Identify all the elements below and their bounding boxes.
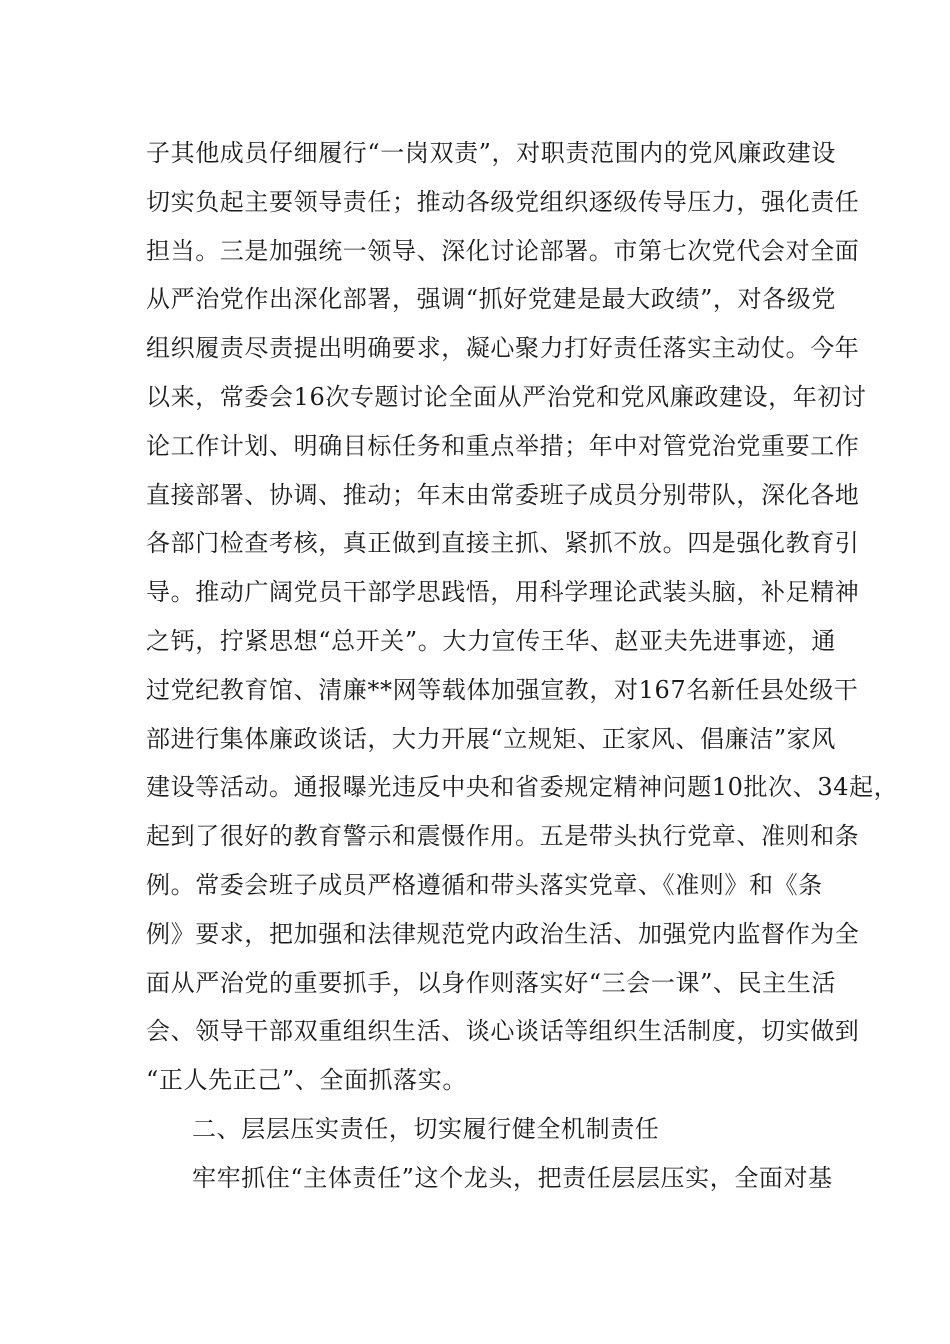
paragraph-line: 导。推动广阔党员干部学思践悟，用科学理论武装头脑，补足精神 [146, 578, 860, 607]
paragraph-line: 牢牢抓住“主体责任”这个龙头，把责任层层压实，全面对基 [192, 1163, 833, 1192]
paragraph-line: “正人先正己”、全面抓落实。 [146, 1066, 467, 1095]
paragraph-line: 过党纪教育馆、清廉**网等载体加强宣教，对167名新任县处级干 [146, 675, 859, 704]
section-heading: 二、层层压实责任，切实履行健全机制责任 [192, 1114, 660, 1143]
paragraph-line: 论工作计划、明确目标任务和重点举措；年中对管党治党重要工作 [146, 431, 860, 460]
paragraph-line: 会、领导干部双重组织生活、谈心谈话等组织生活制度，切实做到 [146, 1017, 860, 1046]
paragraph-line: 切实负起主要领导责任；推动各级党组织逐级传导压力，强化责任 [146, 187, 860, 216]
paragraph-line: 例。常委会班子成员严格遵循和带头落实党章、《准则》和《条 [146, 870, 823, 899]
paragraph-line: 各部门检查考核，真正做到直接主抓、紧抓不放。四是强化教育引 [146, 529, 860, 558]
paragraph-line: 从严治党作出深化部署，强调“抓好党建是最大政绩”，对各级党 [146, 285, 836, 314]
paragraph-line: 之钙，拧紧思想“总开关”。大力宣传王华、赵亚夫先进事迹，通 [146, 626, 836, 655]
paragraph-line: 子其他成员仔细履行“一岗双责”，对职责范围内的党风廉政建设 [146, 139, 836, 167]
paragraph-line: 建设等活动。通报曝光违反中央和省委规定精神问题10批次、34起， [146, 773, 899, 802]
paragraph-line: 面从严治党的重要抓手，以身作则落实好“三会一课”、民主生活 [146, 968, 836, 997]
paragraph-line: 例》要求，把加强和法律规范党内政治生活、加强党内监督作为全 [146, 919, 860, 948]
paragraph-line: 担当。三是加强统一领导、深化讨论部署。市第七次党代会对全面 [146, 236, 860, 265]
paragraph-line: 部进行集体廉政谈话，大力开展“立规矩、正家风、倡廉洁”家风 [146, 724, 836, 753]
paragraph-line: 以来，常委会16次专题讨论全面从严治党和党风廉政建设，年初讨 [146, 382, 867, 411]
paragraph-line: 直接部署、协调、推动；年末由常委班子成员分别带队，深化各地 [146, 480, 860, 509]
paragraph-line: 起到了很好的教育警示和震慑作用。五是带头执行党章、准则和条 [146, 822, 860, 851]
document-body [146, 129, 899, 1203]
paragraph-line: 组织履责尽责提出明确要求，凝心聚力打好责任落实主动仗。今年 [146, 334, 860, 363]
